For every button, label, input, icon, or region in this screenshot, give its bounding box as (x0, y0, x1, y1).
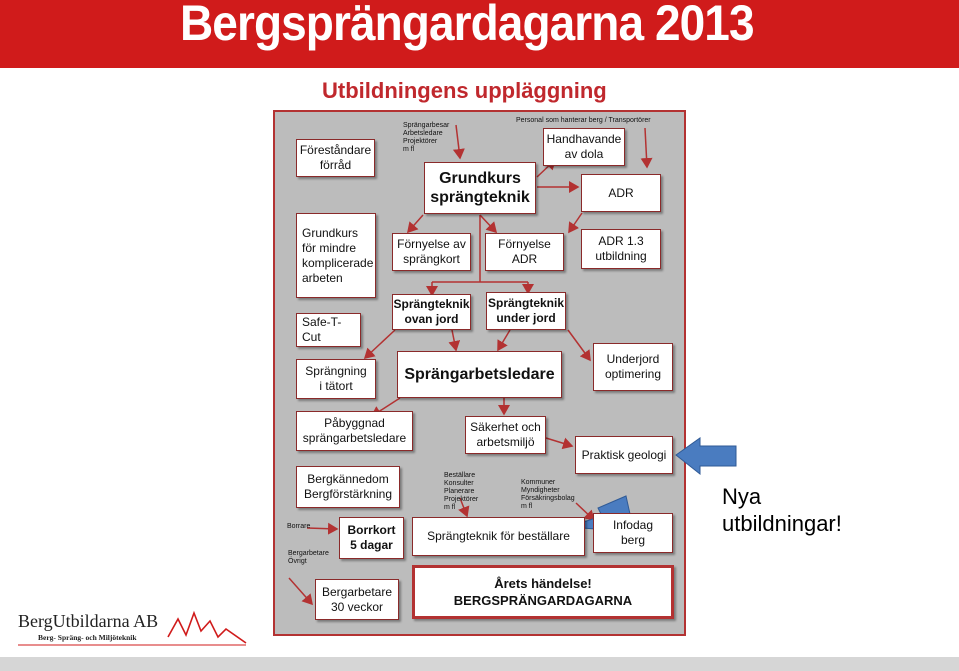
label-bestallare: Beställare Konsulter Planerare Projektörer m fl (444, 472, 479, 511)
callout-arrow-geologi (676, 438, 736, 474)
arrow-sakerhet-geologi (546, 438, 572, 446)
logo-tagline: Berg- Spräng- och Miljöteknik (38, 633, 137, 642)
arrow-personal-adr (645, 128, 647, 167)
callout-nya-utbildningar: Nya utbildningar! (722, 484, 842, 536)
diagram-title: Utbildningens uppläggning (322, 78, 607, 103)
box-fornyelse-adr: Förnyelse ADR (485, 233, 564, 271)
arrow-ovan-ledare (452, 330, 456, 350)
arrow-grundkurs-fornyelse-adr (480, 215, 496, 232)
box-grundkurs-mindre: Grundkurs för mindre komplicerade arbeten (296, 213, 376, 298)
box-sakerhet: Säkerhet och arbetsmiljö (465, 416, 546, 454)
box-ovan-jord: Sprängteknik ovan jord (392, 294, 471, 330)
label-sprangarbesar: Sprängarbesar Arbetsledare Projektörer m fl (403, 122, 450, 153)
box-fornyelse-sprangkort: Förnyelse av sprängkort (392, 233, 471, 271)
box-sprangning-tatort: Sprängning i tätort (296, 359, 376, 399)
box-infodag: Infodag berg (593, 513, 673, 553)
box-sprangteknik-bestallare: Sprängteknik för beställare (412, 517, 585, 556)
box-pabyggnad: Påbyggnad sprängarbetsledare (296, 411, 413, 451)
box-sprangarbetsledare: Sprängarbetsledare (397, 351, 562, 398)
logo-name: BergUtbildarna AB (18, 611, 159, 631)
box-grundkurs: Grundkurs sprängteknik (424, 162, 536, 214)
page-title: Bergsprängardagarna 2013 (180, 0, 754, 51)
label-kommuner: Kommuner Myndigheter Försäkringsbolag m fl (521, 479, 575, 510)
company-logo (18, 607, 248, 651)
box-underjord-optimering: Underjord optimering (593, 343, 673, 391)
arrow-ovan-tatort (365, 330, 395, 358)
box-adr: ADR (581, 174, 661, 212)
footer-bar (0, 657, 959, 671)
arrow-borrare-borrkort (307, 528, 337, 529)
box-praktisk-geologi: Praktisk geologi (575, 436, 673, 474)
lightning-icon (18, 607, 248, 651)
box-adr13: ADR 1.3 utbildning (581, 229, 661, 269)
box-bergkannedom: Bergkännedom Bergförstärkning (296, 466, 400, 508)
arrow-bergarbetare-kurs (289, 578, 312, 604)
box-handhavande: Handhavande av dola (543, 128, 625, 166)
arrow-under-ledare (498, 330, 510, 350)
arrow-grundkurs-fornyelse-kort (408, 215, 423, 232)
box-forestandare: Föreståndare förråd (296, 139, 375, 177)
box-bergarbetare: Bergarbetare 30 veckor (315, 579, 399, 620)
label-personal: Personal som hanterar berg / Transportörer (516, 117, 651, 124)
arrow-under-optimering (568, 330, 590, 360)
box-borrkort: Borrkort 5 dagar (339, 517, 404, 559)
label-bergarbetare-ovrigt: Bergarbetare Övrigt (288, 550, 329, 565)
box-arets-handelse: Årets händelse! BERGSPRÄNGARDAGARNA (412, 565, 674, 619)
box-under-jord: Sprängteknik under jord (486, 292, 566, 330)
arrow-sprangarbesar-grundkurs (456, 125, 460, 158)
label-borrare: Borrare (287, 523, 311, 530)
box-safe-t-cut: Safe-T-Cut (296, 313, 361, 347)
